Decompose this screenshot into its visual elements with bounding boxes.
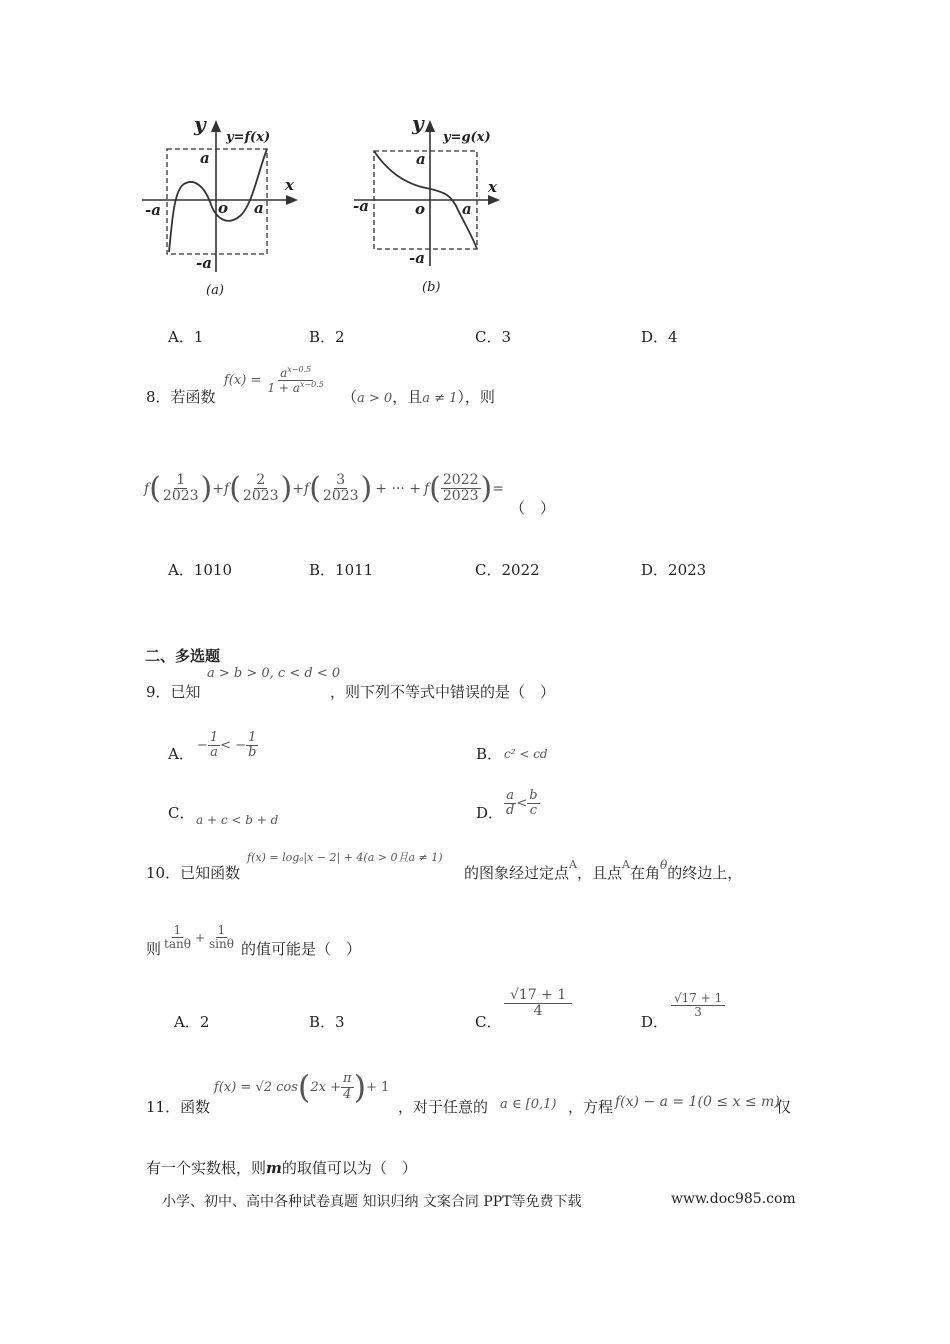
num: 1 [209, 730, 219, 745]
q10-option-c-expr [504, 988, 572, 1020]
q9-option-c-label[interactable]: C． [168, 804, 195, 822]
q10-func: f(x) = logₐ|x − 2| + 4(a > 0且a ≠ 1) [247, 851, 443, 864]
footer-left: 小学、初中、高中各种试卷真题 知识归纳 文案合同 PPT等免费下载 [162, 1194, 582, 1210]
den: sinθ [209, 937, 234, 952]
cond-mid: ，且 [392, 388, 423, 406]
term4-num: 2022 [442, 471, 479, 488]
y-axis-arrow [211, 120, 221, 132]
q8-f-den: 1 + a [267, 381, 300, 396]
num: 1 [248, 730, 257, 745]
plus: + [194, 930, 205, 945]
term1-den: 2023 [162, 488, 199, 504]
pi-den: 4 [343, 1086, 352, 1102]
q9-option-d-expr [504, 789, 540, 819]
func-label-b: y=g(x) [443, 130, 491, 145]
q10-line2-pre: 则 [146, 940, 162, 958]
cond-a: a > 0 [357, 391, 393, 406]
q10-option-d-expr [671, 992, 725, 1019]
dots: + ··· + [375, 480, 421, 497]
q11-tail: 仅 [776, 1098, 792, 1116]
y-axis-arrow [425, 120, 435, 132]
num: 1 [217, 923, 226, 937]
pos-a: a [462, 200, 472, 218]
theta: θ [659, 858, 668, 872]
q8-f-num-exp: x−0.5 [287, 365, 312, 374]
q8-paren: （ ） [510, 499, 556, 517]
q7-option-a[interactable]: A．1 [168, 328, 204, 346]
sum-f: f [144, 480, 150, 497]
q11-interval: a ∈ [0,1) [500, 1097, 557, 1112]
point-a: A [569, 858, 577, 871]
top-a-label: a [200, 149, 210, 167]
neg-a-bottom: -a [409, 249, 425, 267]
x-label-b: x [488, 178, 497, 196]
den: a [210, 745, 218, 761]
q11-line2 [146, 1158, 417, 1178]
cond-b: a ≠ 1 [422, 391, 458, 406]
q10-option-a[interactable]: A．2 [174, 1013, 210, 1031]
top-a-label: a [416, 150, 426, 168]
q8-sum-expression: f ( $\frac{1}{2023}$ ) + f ( $\frac{2}{2023}$ ) + f ( $\frac{3}{2023}$ ) + ··· + f ( $\frac{2022}{2023}$ ) = [144, 471, 504, 506]
q8-option-a[interactable]: A．1010 [168, 561, 233, 579]
caption-a: (a) [206, 283, 224, 298]
q8-option-c[interactable]: C．2022 [475, 561, 540, 579]
mid2: ，且点 [576, 864, 622, 882]
q9-option-b-label[interactable]: B． [476, 745, 503, 763]
pi: π [343, 1071, 352, 1087]
plus: + [292, 480, 304, 497]
figure-b [348, 112, 508, 300]
q10-option-c-label[interactable]: C． [475, 1013, 502, 1031]
origin-a: o [218, 199, 229, 217]
den: 3 [694, 1005, 702, 1020]
den: tanθ [164, 937, 191, 952]
sum-f: f [224, 480, 230, 497]
q8-func [224, 366, 326, 395]
neg-a-bottom: -a [196, 254, 212, 272]
q7-option-b[interactable]: B．2 [309, 328, 345, 346]
sum-f: f [304, 480, 310, 497]
dashed-box [167, 149, 267, 254]
x-label-a: x [285, 176, 294, 194]
den: c [529, 803, 538, 819]
q10-text [464, 858, 743, 885]
q11-func: f(x) = √2 cos ( 2x + $\frac{\pi}{4}$ ) + 1 [214, 1068, 390, 1106]
pos-a: a [254, 199, 264, 217]
q10-number: 10．已知函数 [146, 864, 241, 882]
num: √17 + 1 [504, 988, 572, 1004]
sum-f: f [423, 480, 430, 497]
caption-b: (b) [422, 280, 441, 295]
q8-f-den-exp: x−0.5 [299, 380, 324, 390]
point-a-2: A [621, 858, 630, 871]
num: a [506, 788, 515, 803]
q9-condition: a > b > 0, c < d < 0 [207, 666, 341, 681]
q7-option-c[interactable]: C．3 [475, 328, 512, 346]
q9-number: 9．已知 [146, 683, 201, 701]
cond-close: ），则 [457, 388, 495, 406]
term3-den: 2023 [322, 488, 359, 504]
section-title: 二、多选题 [145, 647, 221, 665]
line2-tail: 的取值可以为（ ） [281, 1159, 417, 1177]
den: 4 [533, 1003, 543, 1020]
q7-option-d[interactable]: D．4 [641, 328, 678, 346]
mid1: 的图象经过定点 [464, 864, 570, 882]
func-pre: f(x) = √2 cos [214, 1079, 298, 1095]
q9-option-a-expr [197, 731, 258, 761]
x-axis-arrow [286, 195, 298, 205]
footer-link[interactable]: www.doc985.com [671, 1191, 796, 1207]
q10-option-d-label[interactable]: D． [641, 1013, 669, 1031]
y-label-a: y [194, 112, 206, 136]
mid3: 在角 [629, 864, 660, 882]
num: √17 + 1 [671, 992, 725, 1006]
q11-mid2: ，方程 [568, 1098, 614, 1116]
num: b [529, 788, 538, 803]
mid4: 的终边上， [667, 864, 743, 882]
func-in: 2x + [310, 1079, 342, 1095]
plus: + [212, 480, 224, 497]
equals: = [492, 480, 504, 497]
q9-option-a-label[interactable]: A． [168, 745, 194, 763]
q11-mid1: ，对于任意的 [398, 1098, 489, 1116]
lt: < [516, 796, 528, 812]
var-m: m [266, 1159, 282, 1177]
q8-f-lhs: f(x) = [224, 373, 262, 389]
cond-open: （ [342, 388, 358, 406]
term4-den: 2023 [442, 488, 479, 504]
q8-number: 8．若函数 [146, 388, 216, 406]
term2-num: 2 [256, 471, 266, 488]
line2: 有一个实数根，则 [146, 1159, 267, 1177]
num: 1 [173, 923, 182, 937]
x-axis-arrow [488, 195, 500, 205]
term1-num: 1 [176, 471, 186, 488]
func-post: + 1 [366, 1079, 390, 1095]
q8-f-num: a [280, 366, 288, 380]
q8-option-b[interactable]: B．1011 [309, 561, 374, 579]
minus: − [197, 738, 208, 754]
neg-a-left: -a [353, 197, 369, 215]
term2-den: 2023 [242, 488, 279, 504]
q9-tail: ，则下列不等式中错误的是（ ） [330, 683, 556, 701]
q9-option-b-expr: c² < cd [504, 747, 548, 761]
neg-a-left: -a [145, 201, 161, 219]
q8-condition [342, 387, 495, 409]
q10-expr [162, 924, 236, 951]
q10-line2-tail: 的值可能是（ ） [241, 940, 362, 958]
func-label-a: y=f(x) [226, 130, 271, 145]
den: b [248, 745, 257, 761]
q8-option-d[interactable]: D．2023 [641, 561, 707, 579]
q9-option-d-label[interactable]: D． [476, 804, 504, 822]
figure-a [136, 112, 306, 300]
origin-b: o [415, 200, 426, 218]
q11-number: 11．函数 [146, 1098, 211, 1116]
q11-equation: f(x) − a = 1(0 ≤ x ≤ m) [615, 1094, 780, 1110]
q9-option-c-expr: a + c < b + d [196, 813, 279, 827]
q10-option-b[interactable]: B．3 [309, 1013, 345, 1031]
y-label-b: y [412, 112, 424, 135]
den: d [506, 803, 515, 819]
term3-num: 3 [336, 471, 346, 488]
lt: < − [220, 738, 247, 754]
